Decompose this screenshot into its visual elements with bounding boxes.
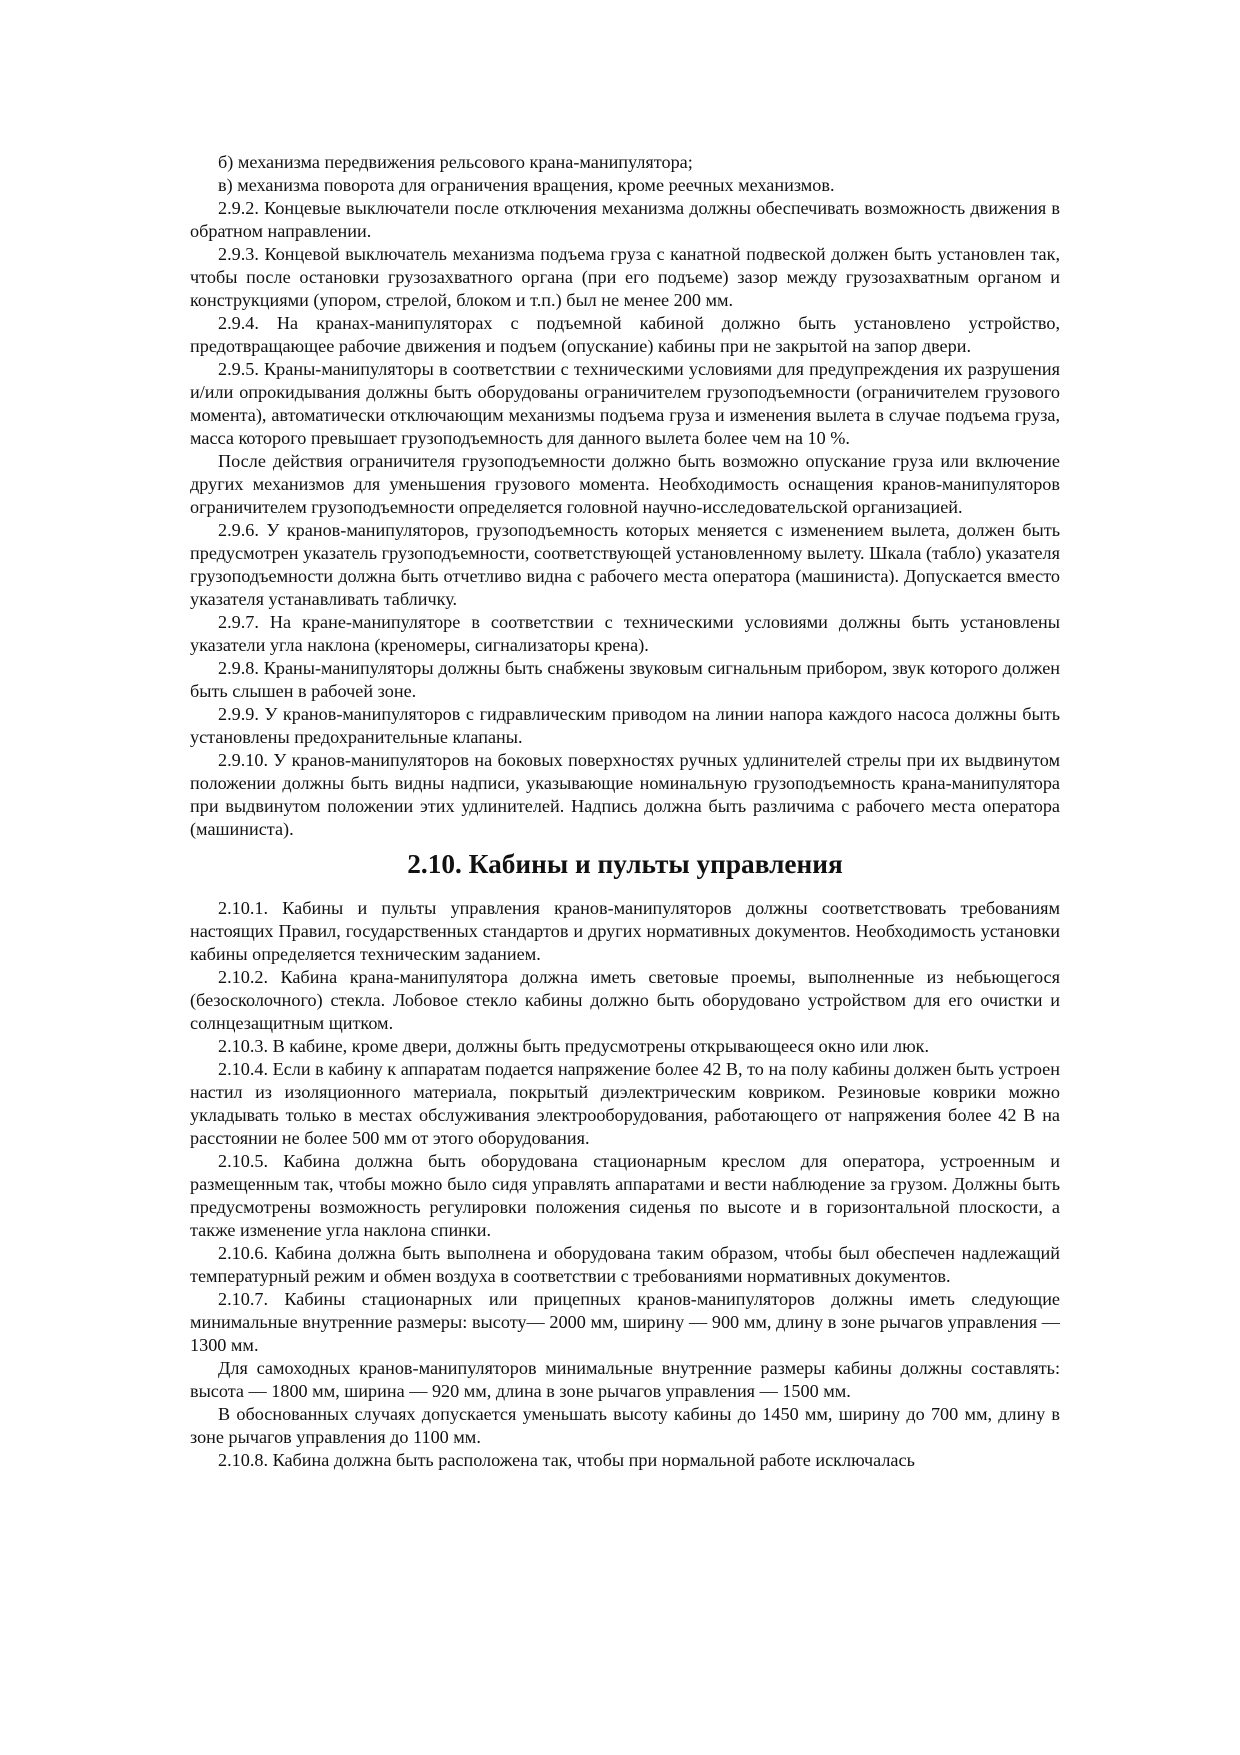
paragraph-2-10-6: 2.10.6. Кабина должна быть выполнена и оборудована таким образом, чтобы был обеспечен надлежащий температурный режим и обмен воздуха в соответствии с требованиями нормативных документов.: [190, 1243, 1060, 1286]
paragraph-2-9-3: 2.9.3. Концевой выключатель механизма подъема груза с канатной подвеской должен быть установлен так, чтобы после остановки грузозахватного органа (при его подъеме) зазор между грузозахватным органом и конструкциями (упором, стрелой, блоком и т.п.) был не менее 200 мм.: [190, 244, 1060, 310]
paragraph-crane-travel-mechanism: б) механизма передвижения рельсового крана-манипулятора;: [218, 152, 693, 172]
paragraph-2-9-5: 2.9.5. Краны-манипуляторы в соответствии с техническими условиями для предупреждения их разрушения и/или опрокидывания должны быть оборудованы ограничителем грузоподъемности (ограничителем грузового момента), автоматически отключающим механизмы подъема груза и изменения вылета в случае подъема груза, масса которого превышает грузоподъемность для данного вылета более чем на 10 %.: [190, 359, 1060, 448]
paragraph-2-9-10: 2.9.10. У кранов-манипуляторов на боковых поверхностях ручных удлинителей стрелы при их выдвинутом положении должны быть видны надписи, указывающие номинальную грузоподъемность крана-манипулятора при выдвинутом положении этих удлинителей. Надпись должна быть различима с рабочего места оператора (машиниста).: [190, 750, 1060, 839]
paragraph-2-10-8: 2.10.8. Кабина должна быть расположена так, чтобы при нормальной работе исключалась: [218, 1450, 915, 1470]
document-page: [190, 151, 1060, 1472]
paragraph-reduced-cabin: В обоснованных случаях допускается уменьшать высоту кабины до 1450 мм, ширину до 700 мм, длину в зоне рычагов управления до 1100 мм.: [190, 1404, 1060, 1447]
paragraph-2-9-7: 2.9.7. На кране-манипуляторе в соответствии с техническими условиями должны быть установлены указатели угла наклона (креномеры, сигнализаторы крена).: [190, 612, 1060, 655]
paragraph-2-9-4: 2.9.4. На кранах-манипуляторах с подъемной кабиной должно быть установлено устройство, предотвращающее рабочие движения и подъем (опускание) кабины при не закрытой на запор двери.: [190, 313, 1060, 356]
paragraph-2-10-3: 2.10.3. В кабине, кроме двери, должны быть предусмотрены открывающееся окно или люк.: [218, 1036, 930, 1056]
paragraph-2-9-2: 2.9.2. Концевые выключатели после отключения механизма должны обеспечивать возможность движения в обратном направлении.: [190, 198, 1060, 241]
paragraph-2-9-6: 2.9.6. У кранов-манипуляторов, грузоподъемность которых меняется с изменением вылета, должен быть предусмотрен указатель грузоподъемности, соответствующей установленному вылету. Шкала (табло) указателя грузоподъемности должна быть отчетливо видна с рабочего места оператора (машиниста). Допускается вместо указателя устанавливать табличку.: [190, 520, 1060, 609]
paragraph-2-10-4: 2.10.4. Если в кабину к аппаратам подается напряжение более 42 В, то на полу кабины должен быть устроен настил из изоляционного материала, покрытый диэлектрическим ковриком. Резиновые коврики можно укладывать только в местах обслуживания электрооборудования, работающего от напряжения более 42 В на расстоянии не более 500 мм от этого оборудования.: [190, 1059, 1060, 1148]
paragraph-2-9-8: 2.9.8. Краны-манипуляторы должны быть снабжены звуковым сигнальным прибором, звук которого должен быть слышен в рабочей зоне.: [190, 658, 1060, 701]
paragraph-self-propelled-cabin: Для самоходных кранов-манипуляторов минимальные внутренние размеры кабины должны составлять: высота — 1800 мм, ширина — 920 мм, длина в зоне рычагов управления — 1500 мм.: [190, 1358, 1060, 1401]
paragraph-2-10-2: 2.10.2. Кабина крана-манипулятора должна иметь световые проемы, выполненные из небьющегося (безосколочного) стекла. Лобовое стекло кабины должно быть оборудовано устройством для его очистки и солнцезащитным щитком.: [190, 967, 1060, 1033]
paragraph-limiter-action: После действия ограничителя грузоподъемности должно быть возможно опускание груза или включение других механизмов для уменьшения грузового момента. Необходимость оснащения кранов-манипуляторов ограничителем грузоподъемности определяется головной научно-исследовательской организацией.: [190, 451, 1060, 517]
section-heading: 2.10. Кабины и пульты управления: [407, 849, 843, 879]
paragraph-slewing-mechanism: в) механизма поворота для ограничения вращения, кроме реечных механизмов.: [218, 175, 835, 195]
paragraph-2-10-1: 2.10.1. Кабины и пульты управления кранов-манипуляторов должны соответствовать требованиям настоящих Правил, государственных стандартов и других нормативных документов. Необходимость установки кабины определяется техническим заданием.: [190, 898, 1060, 964]
paragraph-2-10-7: 2.10.7. Кабины стационарных или прицепных кранов-манипуляторов должны иметь следующие минимальные внутренние размеры: высоту— 2000 мм, ширину — 900 мм, длину в зоне рычагов управления — 1300 мм.: [190, 1289, 1060, 1355]
paragraph-2-10-5: 2.10.5. Кабина должна быть оборудована стационарным креслом для оператора, устроенным и размещенным так, чтобы можно было сидя управлять аппаратами и вести наблюдение за грузом. Должны быть предусмотрены возможность регулировки положения сиденья по высоте и в горизонтальной плоскости, а также изменение угла наклона спинки.: [190, 1151, 1060, 1240]
paragraph-2-9-9: 2.9.9. У кранов-манипуляторов с гидравлическим приводом на линии напора каждого насоса должны быть установлены предохранительные клапаны.: [190, 704, 1060, 747]
